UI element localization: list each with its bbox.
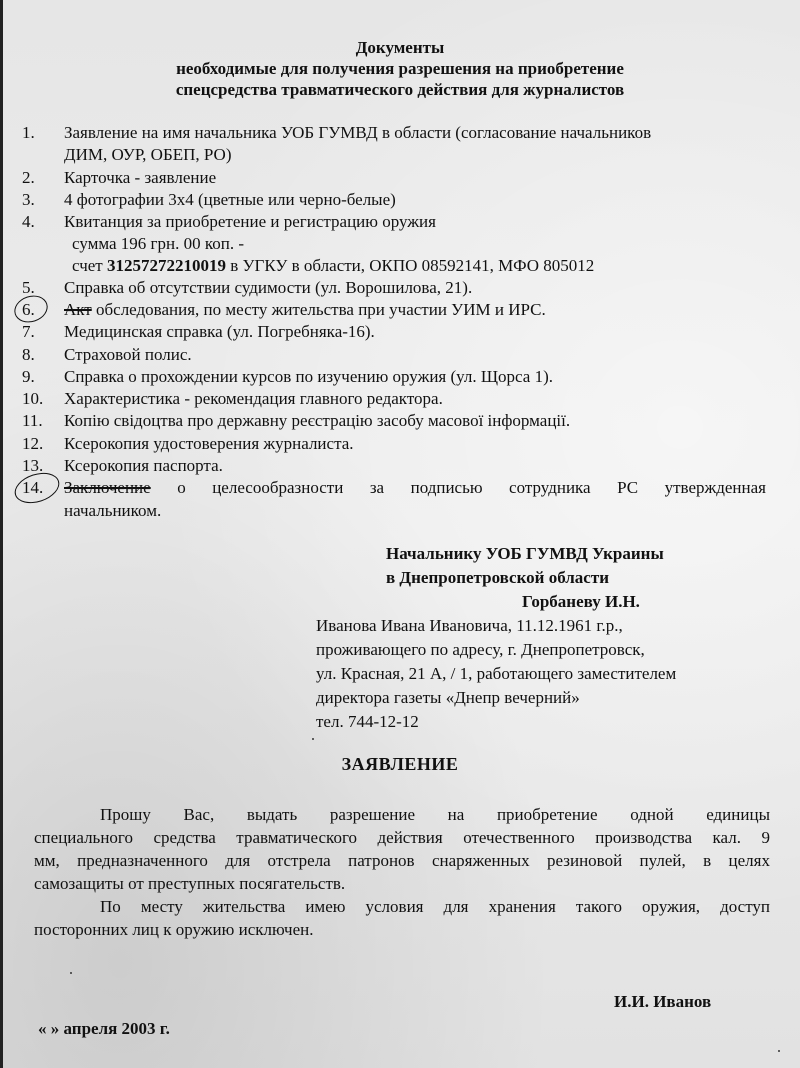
item-text: Копію свідоцтва про державну реєстрацію засобу масової інформації. [64, 411, 571, 430]
addressee-line1: Начальнику УОБ ГУМВД Украины [386, 544, 664, 563]
doc-title-line1: Документы [355, 38, 445, 57]
paragraph-line: самозащиты от преступных посягательств. [34, 874, 346, 893]
item-number: 14. [22, 478, 44, 497]
paragraph-line: По месту жительства имею условия для хранения такого оружия, доступ [100, 897, 770, 916]
item-number: 7. [22, 322, 35, 341]
item-number: 9. [22, 367, 35, 386]
item-continuation: ДИМ, ОУР, ОБЕП, РО) [64, 145, 232, 164]
item-number: 3. [22, 190, 35, 209]
scan-speck [778, 1050, 780, 1052]
sender-line1: Иванова Ивана Ивановича, 11.12.1961 г.р., [316, 616, 623, 635]
paragraph-line: Прошу Вас, выдать разрешение на приобретение одной единицы [100, 805, 770, 824]
item-text: Справка о прохождении курсов по изучению оружия (ул. Щорса 1). [64, 367, 553, 386]
doc-title-line2: необходимые для получения разрешения на приобретение [176, 59, 624, 78]
account-prefix: счет [72, 256, 107, 275]
item-text-wrap [64, 477, 766, 499]
item-number: 12. [22, 434, 44, 453]
item-number: 5. [22, 278, 35, 297]
item-number: 11. [22, 411, 43, 430]
addressee-line2: в Днепропетровской области [386, 568, 610, 587]
paragraph-line: посторонних лиц к оружию исключен. [34, 920, 314, 939]
doc-title-line3: спецсредства травматического действия для журналистов [175, 80, 625, 99]
struck-word: Акт [64, 300, 92, 319]
item-number: 1. [22, 123, 35, 142]
item-continuation: сумма 196 грн. 00 коп. - [72, 234, 245, 253]
item-continuation: начальником. [64, 501, 162, 520]
paragraph-line: специального средства травматического действия отечественного производства кал. 9 [34, 828, 770, 847]
item-text: Ксерокопия удостоверения журналиста. [64, 434, 354, 453]
sender-line2: проживающего по адресу, г. Днепропетровск, [316, 640, 645, 659]
item-number: 2. [22, 168, 35, 187]
item-text: Характеристика - рекомендация главного редактора. [64, 389, 443, 408]
sender-line4: директора газеты «Днепр вечерний» [316, 688, 580, 707]
item-text: Карточка - заявление [64, 168, 217, 187]
item-number: 4. [22, 212, 35, 231]
account-number: 31257272210019 [106, 256, 226, 275]
statement-heading: ЗАЯВЛЕНИЕ [341, 754, 459, 774]
item-text: Справка об отсутствии судимости (ул. Ворошилова, 21). [64, 278, 473, 297]
signature: И.И. Иванов [614, 992, 712, 1011]
item-text: Квитанция за приобретение и регистрацию оружия [64, 212, 436, 231]
item-text: Медицинская справка (ул. Погребняка-16). [64, 322, 375, 341]
item-text: о целесообразности за подписью сотрудника РС утвержденная [150, 478, 766, 497]
item-number: 6. [22, 300, 35, 319]
date-line: « » апреля 2003 г. [38, 1019, 170, 1038]
item-text-wrap [64, 299, 546, 321]
item-text: Страховой полис. [64, 345, 192, 364]
scan-speck [70, 972, 72, 974]
page-edge [0, 0, 3, 1068]
addressee-line3: Горбаневу И.Н. [522, 592, 640, 611]
handwritten-circle-mark [11, 468, 63, 509]
item-number: 13. [22, 456, 44, 475]
item-number: 10. [22, 389, 44, 408]
item-text: обследования, по месту жительства при участии УИМ и ИРС. [91, 300, 546, 319]
payment-account-line [72, 255, 594, 277]
item-text: 4 фотографии 3х4 (цветные или черно-белые) [64, 190, 396, 209]
item-text: Заявление на имя начальника УОБ ГУМВД в области (согласование начальников [64, 123, 652, 142]
statement-paragraph [34, 803, 770, 941]
scan-speck [312, 738, 314, 740]
account-suffix: в УГКУ в области, ОКПО 08592141, МФО 805012 [225, 256, 595, 275]
paragraph-line: мм, предназначенного для отстрела патронов снаряженных резиновой пулей, в целях [34, 851, 770, 870]
struck-word: Заключение [64, 478, 151, 497]
item-text: Ксерокопия паспорта. [64, 456, 223, 475]
item-number: 8. [22, 345, 35, 364]
sender-line3: ул. Красная, 21 А, / 1, работающего заместителем [316, 664, 677, 683]
sender-line5: тел. 744-12-12 [316, 712, 419, 731]
